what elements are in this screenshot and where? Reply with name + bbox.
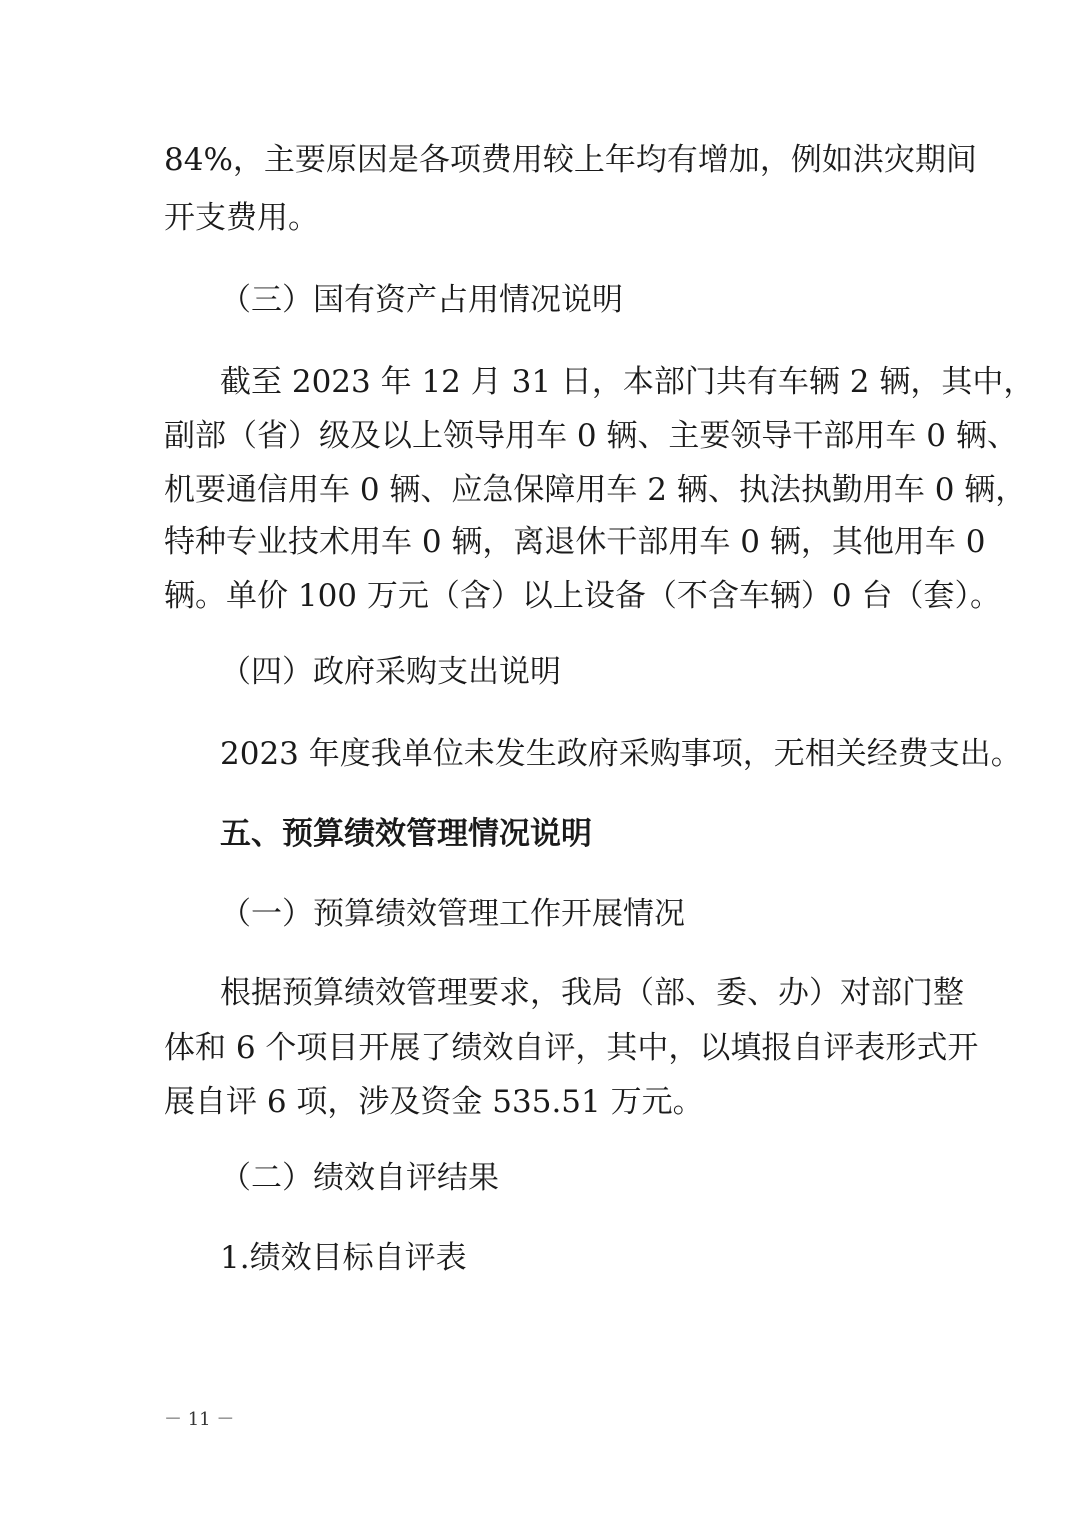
paragraph-line: 1.绩效目标自评表 <box>220 1240 467 1276</box>
subsection-heading: （一）预算绩效管理工作开展情况 <box>220 896 685 932</box>
paragraph-line: 展自评 6 项，涉及资金 535.51 万元。 <box>164 1084 704 1120</box>
paragraph-line: 根据预算绩效管理要求，我局（部、委、办）对部门整 <box>220 975 964 1011</box>
paragraph-line: 2023 年度我单位未发生政府采购事项，无相关经费支出。 <box>220 736 1022 772</box>
section-heading: 五、预算绩效管理情况说明 <box>220 816 592 852</box>
subsection-heading: （四）政府采购支出说明 <box>220 654 561 690</box>
subsection-heading: （三）国有资产占用情况说明 <box>220 282 623 318</box>
paragraph-line: 副部（省）级及以上领导用车 0 辆、主要领导干部用车 0 辆、 <box>164 418 1018 454</box>
paragraph-line: 84%，主要原因是各项费用较上年均有增加，例如洪灾期间 <box>164 142 977 178</box>
paragraph-line: 机要通信用车 0 辆、应急保障用车 2 辆、执法执勤用车 0 辆， <box>164 472 1027 508</box>
paragraph-line: 截至 2023 年 12 月 31 日，本部门共有车辆 2 辆，其中， <box>220 364 1035 400</box>
paragraph-line: 开支费用。 <box>164 200 319 236</box>
page-number: － 11 － <box>164 1409 235 1430</box>
paragraph-line: 辆。单价 100 万元（含）以上设备（不含车辆）0 台（套）。 <box>164 578 1001 614</box>
paragraph-line: 体和 6 个项目开展了绩效自评，其中，以填报自评表形式开 <box>164 1030 979 1066</box>
paragraph-line: 特种专业技术用车 0 辆，离退休干部用车 0 辆，其他用车 0 <box>164 524 986 560</box>
subsection-heading: （二）绩效自评结果 <box>220 1160 499 1196</box>
